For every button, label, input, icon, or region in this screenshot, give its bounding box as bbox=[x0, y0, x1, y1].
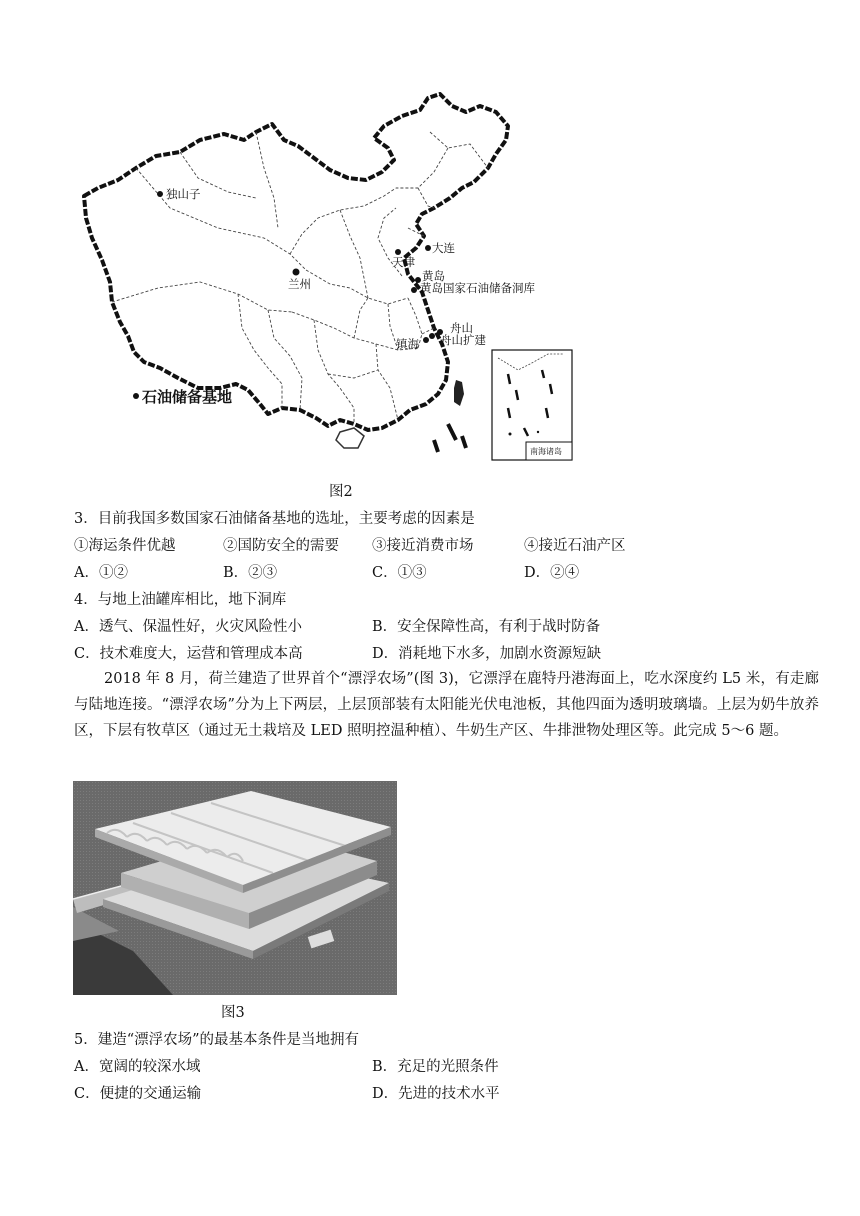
q3-stem: 3．目前我国多数国家石油储备基地的选址，主要考虑的因素是 bbox=[74, 511, 475, 527]
figure-2-caption: 图2 bbox=[329, 484, 353, 500]
figure-3-photo bbox=[73, 781, 397, 995]
q3-factor-1: ①海运条件优越 bbox=[74, 538, 176, 554]
taiwan-island bbox=[454, 380, 464, 406]
south-china-sea-inset bbox=[492, 350, 572, 460]
q3-option-a: A．①② bbox=[74, 565, 128, 581]
label-zhoushan: 舟山 bbox=[450, 321, 473, 335]
q4-option-a: A．透气、保温性好，火灾风险性小 bbox=[74, 619, 302, 635]
figure-3-caption: 图3 bbox=[221, 1005, 245, 1021]
label-dushanzi: 独山子 bbox=[166, 187, 201, 201]
china-outline bbox=[84, 94, 508, 430]
floating-farm-illustration bbox=[73, 781, 397, 995]
q3-factor-4: ④接近石油产区 bbox=[524, 538, 626, 554]
passage-text: 2018 年 8 月，荷兰建造了世界首个“漂浮农场”(图 3)，它漂浮在鹿特丹港海面上，吃水深度约 L5 米，有走廊与陆地连接。“漂浮农场”分为上下两层，上层顶部装有太阳能光伏电池板，其他四面为透明玻璃墙。上层为奶牛放养区，下层有牧草区（通过无土栽培及 LED 照明控温种植）、牛奶生产区、牛排泄物处理区等。此完成 5～6 题。 bbox=[74, 671, 819, 739]
hainan-island bbox=[336, 428, 364, 448]
label-huangdao: 黄岛 bbox=[422, 269, 445, 283]
q5-option-d: D．先进的技术水平 bbox=[372, 1086, 500, 1102]
label-zhoushan-ext: 舟山扩建 bbox=[440, 333, 486, 347]
label-lanzhou: 兰州 bbox=[288, 277, 311, 291]
label-dalian: 大连 bbox=[432, 241, 455, 255]
q3-factor-2: ②国防安全的需要 bbox=[223, 538, 339, 554]
label-zhenhai: 镇海 bbox=[396, 337, 419, 351]
map-legend: 石油储备基地 bbox=[142, 388, 233, 406]
figure-2-map bbox=[78, 88, 578, 468]
q3-option-d: D．②④ bbox=[524, 565, 580, 581]
q3-option-b: B．②③ bbox=[223, 565, 278, 581]
q5-option-a: A．宽阔的较深水域 bbox=[74, 1059, 201, 1075]
label-tianjin: 天津 bbox=[392, 255, 415, 269]
q4-option-c: C．技术难度大，运营和管理成本高 bbox=[74, 646, 303, 662]
q4-stem: 4．与地上油罐库相比，地下洞库 bbox=[74, 592, 287, 608]
south-sea-dashes bbox=[434, 424, 466, 452]
label-huangdao-cave: 黄岛国家石油储备洞库 bbox=[420, 281, 535, 295]
q4-option-b: B．安全保障性高，有利于战时防备 bbox=[372, 619, 601, 635]
legend-dot-icon bbox=[133, 393, 139, 399]
china-map-svg bbox=[78, 88, 578, 468]
q5-stem: 5．建造“漂浮农场”的最基本条件是当地拥有 bbox=[74, 1032, 360, 1048]
q3-factor-3: ③接近消费市场 bbox=[372, 538, 474, 554]
q5-option-b: B．充足的光照条件 bbox=[372, 1059, 499, 1075]
inset-label: 南海诸岛 bbox=[530, 447, 562, 456]
q5-option-c: C．便捷的交通运输 bbox=[74, 1086, 202, 1102]
q3-option-c: C．①③ bbox=[372, 565, 427, 581]
q4-option-d: D．消耗地下水多，加剧水资源短缺 bbox=[372, 646, 602, 662]
